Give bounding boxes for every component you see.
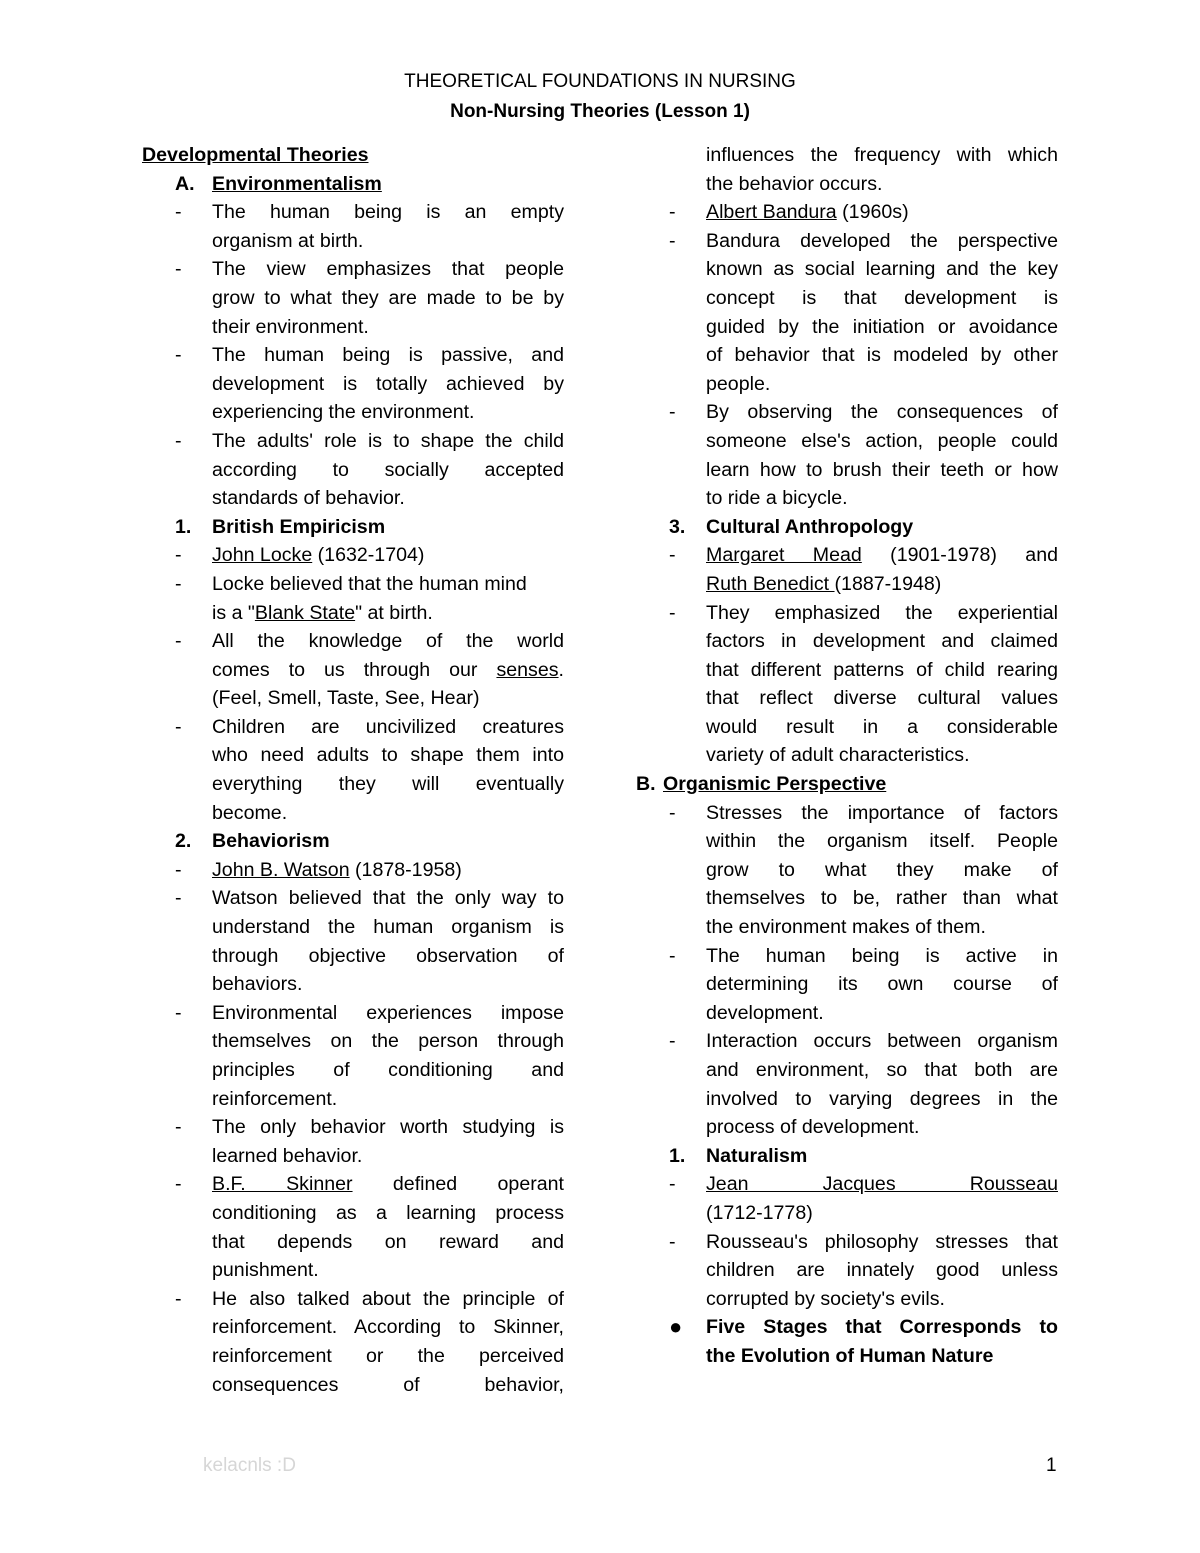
list-item: - Children are uncivilized creatures: [175, 715, 564, 738]
list-item-cont: concept is that development is: [706, 286, 1058, 309]
list-item-cont: factors in development and claimed: [706, 630, 1058, 653]
footer-watermark: kelacnls :D: [203, 1455, 296, 1476]
list-item-cont: variety of adult characteristics.: [706, 744, 970, 767]
list-item: - B.F. Skinner defined operant: [175, 1173, 564, 1196]
list-item-cont: children are innately good unless: [706, 1259, 1058, 1282]
list-item-cont: conditioning as a learning process: [212, 1201, 564, 1224]
list-item-cont: punishment.: [212, 1259, 319, 1282]
list-item-cont: that reflect diverse cultural values: [706, 687, 1058, 710]
list-item-cont: and environment, so that both are: [706, 1059, 1058, 1081]
document-title: THEORETICAL FOUNDATIONS IN NURSING: [404, 71, 796, 92]
list-item: - All the knowledge of the world: [175, 630, 564, 653]
list-item-cont: Ruth Benedict (1887-1948): [706, 572, 942, 595]
list-item-cont: involved to varying degrees in the: [706, 1087, 1058, 1110]
list-item: - Locke believed that the human mind: [175, 572, 527, 595]
list-item-cont: (Feel, Smell, Taste, See, Hear): [212, 687, 480, 710]
list-item: - Bandura developed the perspective: [669, 229, 1058, 252]
list-item-cont: themselves to be, rather than what: [706, 887, 1058, 910]
list-item-cont: consequences of behavior,: [212, 1373, 564, 1396]
subheading-organismic-perspective: B. Organismic Perspective: [636, 773, 887, 796]
list-item-cont: reinforcement or the perceived: [212, 1344, 564, 1367]
list-item-cont: who need adults to shape them into: [212, 744, 564, 767]
list-item: - Margaret Mead (1901-1978) and: [669, 544, 1058, 567]
list-item-cont: the behavior occurs.: [706, 172, 883, 195]
page-number: 1: [1046, 1455, 1057, 1476]
list-item-cont: development is totally achieved by: [212, 372, 564, 395]
list-item-cont: learned behavior.: [212, 1144, 363, 1167]
list-item-cont: process of development.: [706, 1116, 920, 1139]
subheading-behaviorism: 2. Behaviorism: [175, 830, 330, 853]
list-item-cont: determining its own course of: [706, 973, 1058, 996]
list-item-cont: comes to us through our senses.: [212, 658, 564, 681]
list-item: - Albert Bandura (1960s): [669, 201, 909, 224]
list-item-cont: known as social learning and the key: [706, 258, 1058, 281]
list-item-cont: is a "Blank State" at birth.: [212, 601, 433, 624]
list-item: - Interaction occurs between organism: [669, 1030, 1058, 1053]
list-item-cont: through objective observation of: [212, 944, 564, 967]
bullet-item-cont: the Evolution of Human Nature: [706, 1344, 994, 1367]
list-item-cont: learn how to brush their teeth or how: [706, 458, 1058, 481]
list-item-cont: people.: [706, 372, 771, 395]
list-item-cont: corrupted by society's evils.: [706, 1287, 945, 1310]
list-item: - The human being is an empty: [175, 201, 564, 224]
list-item-cont: organism at birth.: [212, 229, 364, 252]
list-item: - John B. Watson (1878-1958): [175, 858, 462, 881]
list-item-cont: the environment makes of them.: [706, 916, 986, 939]
list-item-cont: (1712-1778): [706, 1201, 813, 1224]
document-subtitle: Non-Nursing Theories (Lesson 1): [450, 101, 750, 122]
list-item: - They emphasized the experiential: [669, 601, 1058, 624]
list-item-cont: grow to what they make of: [706, 858, 1058, 881]
list-item-cont: behaviors.: [212, 973, 303, 996]
list-item: - Rousseau's philosophy stresses that: [669, 1230, 1058, 1253]
list-item-cont: someone else's action, people could: [706, 429, 1058, 452]
bullet-item: ● Five Stages that Corresponds to: [636, 1313, 1058, 1342]
list-item-cont: according to socially accepted: [212, 458, 564, 481]
list-item-cont: principles of conditioning and: [212, 1059, 564, 1081]
list-item: - Watson believed that the only way to: [175, 887, 564, 910]
subheading-environmentalism: A. Environmentalism: [175, 172, 382, 195]
list-item: - The human being is active in: [669, 944, 1058, 967]
list-item: - Environmental experiences impose: [175, 1001, 564, 1024]
list-item: - The human being is passive, and: [175, 344, 564, 367]
list-item: - John Locke (1632-1704): [175, 544, 425, 567]
list-item-cont: experiencing the environment.: [212, 401, 475, 424]
list-item-cont: everything they will eventually: [212, 773, 564, 796]
list-item-cont: reinforcement.: [212, 1087, 338, 1110]
list-item: - He also talked about the principle of: [175, 1287, 564, 1310]
left-column: [142, 141, 564, 1399]
subheading-british-empiricism: 1. British Empiricism: [175, 515, 386, 538]
list-item-cont: influences the frequency with which: [706, 144, 1058, 166]
list-item: - By observing the consequences of: [669, 401, 1058, 424]
list-item-cont: reinforcement. According to Skinner,: [212, 1316, 564, 1339]
subheading-cultural-anthropology: 3. Cultural Anthropology: [669, 515, 914, 538]
subheading-naturalism: 1. Naturalism: [669, 1144, 808, 1167]
list-item: - The adults' role is to shape the child: [175, 429, 564, 452]
list-item-cont: themselves on the person through: [212, 1030, 564, 1053]
list-item: - Stresses the importance of factors: [669, 801, 1058, 824]
bullet-icon: ●: [669, 1314, 683, 1340]
list-item-cont: that different patterns of child rearing: [706, 658, 1058, 681]
section-heading: Developmental Theories: [142, 144, 369, 166]
list-item-cont: within the organism itself. People: [706, 830, 1058, 853]
list-item-cont: of behavior that is modeled by other: [706, 344, 1058, 367]
list-item-cont: that depends on reward and: [212, 1230, 564, 1253]
list-item: - The view emphasizes that people: [175, 258, 564, 281]
list-item: - Jean Jacques Rousseau: [669, 1173, 1058, 1196]
list-item-cont: become.: [212, 801, 288, 824]
list-item-cont: would result in a considerable: [706, 715, 1058, 738]
list-item-cont: development.: [706, 1001, 824, 1024]
list-item-cont: understand the human organism is: [212, 916, 564, 939]
list-item: - The only behavior worth studying is: [175, 1116, 564, 1139]
list-item-cont: guided by the initiation or avoidance: [706, 315, 1058, 338]
list-item-cont: their environment.: [212, 315, 369, 338]
list-item-cont: standards of behavior.: [212, 487, 405, 510]
list-item-cont: grow to what they are made to be by: [212, 286, 564, 309]
list-item-cont: to ride a bicycle.: [706, 487, 848, 510]
right-column: [636, 141, 1058, 1371]
